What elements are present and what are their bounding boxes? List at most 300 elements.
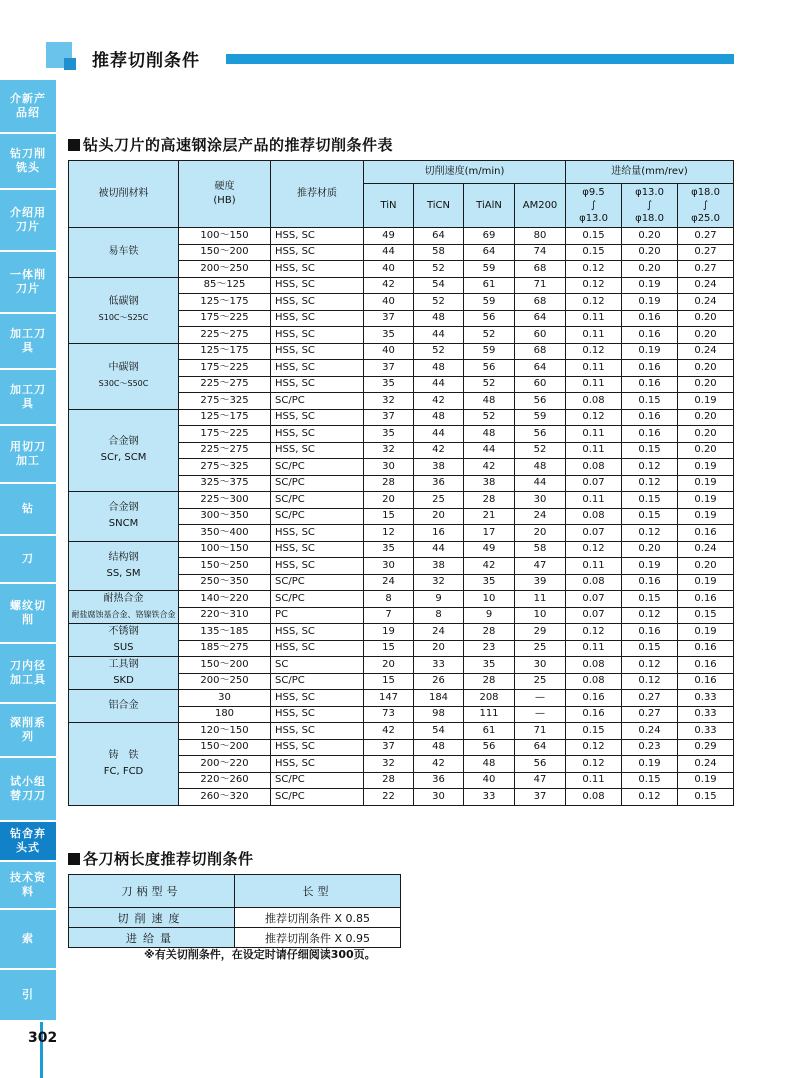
feed-cell: 0.07 [566, 607, 622, 624]
header-speed-col: TiAlN [464, 184, 515, 228]
speed-cell: 17 [464, 525, 515, 542]
speed-cell: 35 [364, 327, 414, 344]
speed-cell: 35 [464, 574, 515, 591]
hardness-cell: 150～200 [179, 657, 271, 674]
hardness-cell: 225～275 [179, 376, 271, 393]
footnote: ※有关切削条件，在设定时请仔细阅读300页。 [144, 948, 376, 961]
grade-cell: SC/PC [271, 508, 364, 525]
speed-cell: 37 [515, 789, 566, 806]
speed-cell: 26 [414, 673, 464, 690]
speed-cell: 33 [464, 789, 515, 806]
cutting-conditions-table [68, 160, 734, 806]
feed-cell: 0.20 [678, 376, 734, 393]
speed-cell: 52 [414, 261, 464, 278]
feed-cell: 0.20 [622, 261, 678, 278]
speed-cell: 28 [364, 475, 414, 492]
speed-cell: 42 [414, 442, 464, 459]
speed-cell: 42 [414, 393, 464, 410]
header-speed-col: TiN [364, 184, 414, 228]
grade-cell: HSS, SC [271, 723, 364, 740]
feed-cell: 0.24 [678, 756, 734, 773]
speed-cell: 52 [464, 409, 515, 426]
speed-cell: 23 [464, 640, 515, 657]
hardness-cell: 175～225 [179, 310, 271, 327]
sidebar-item[interactable]: 介新产品绍 [0, 80, 56, 134]
grade-cell: HSS, SC [271, 640, 364, 657]
feed-cell: 0.16 [678, 640, 734, 657]
hardness-cell: 225～275 [179, 327, 271, 344]
sidebar-item[interactable]: 技术资料 [0, 862, 56, 910]
speed-cell: 64 [515, 310, 566, 327]
speed-cell: 44 [414, 327, 464, 344]
feed-cell: 0.20 [622, 244, 678, 261]
speed-cell: 29 [515, 624, 566, 641]
feed-cell: 0.08 [566, 789, 622, 806]
feed-cell: 0.08 [566, 508, 622, 525]
feed-cell: 0.27 [678, 244, 734, 261]
speed-cell: 56 [515, 756, 566, 773]
feed-cell: 0.11 [566, 640, 622, 657]
hardness-cell: 300～350 [179, 508, 271, 525]
feed-cell: 0.12 [566, 756, 622, 773]
feed-col-bottom: φ25.0 [691, 213, 720, 224]
sidebar-item[interactable]: 引 [0, 970, 56, 1022]
feed-cell: 0.12 [566, 409, 622, 426]
grade-cell: HSS, SC [271, 261, 364, 278]
speed-cell: 40 [364, 261, 414, 278]
feed-cell: 0.08 [566, 574, 622, 591]
feed-cell: 0.23 [622, 739, 678, 756]
speed-cell: 56 [464, 739, 515, 756]
section-title-drill-insert: 钻头刀片的高速钢涂层产品的推荐切削条件表 [68, 134, 393, 155]
hardness-cell: 150～250 [179, 558, 271, 575]
speed-cell: 32 [364, 442, 414, 459]
hardness-cell: 325～375 [179, 475, 271, 492]
feed-cell: 0.16 [566, 706, 622, 723]
speed-cell: 44 [414, 541, 464, 558]
material-name: 耐热合金 [103, 593, 144, 604]
speed-cell: 42 [464, 459, 515, 476]
grade-cell: HSS, SC [271, 541, 364, 558]
feed-cell: 0.20 [678, 442, 734, 459]
feed-cell: 0.16 [678, 525, 734, 542]
feed-cell: 0.08 [566, 393, 622, 410]
feed-cell: 0.11 [566, 376, 622, 393]
speed-cell: 38 [414, 459, 464, 476]
material-name: 低碳钢 [108, 296, 139, 307]
speed-cell: 208 [464, 690, 515, 707]
speed-cell: 48 [414, 360, 464, 377]
speed-cell: 38 [464, 475, 515, 492]
hardness-cell: 30 [179, 690, 271, 707]
speed-cell: 48 [515, 459, 566, 476]
speed-cell: 44 [464, 442, 515, 459]
speed-cell: 40 [364, 343, 414, 360]
header-speed-col: TiCN [414, 184, 464, 228]
hardness-cell: 100～150 [179, 228, 271, 245]
feed-cell: 0.12 [566, 343, 622, 360]
header-hardness: 硬度 (HB) [179, 161, 271, 228]
hardness-cell: 275～325 [179, 459, 271, 476]
speed-cell: 52 [515, 442, 566, 459]
feed-cell: 0.33 [678, 723, 734, 740]
feed-cell: 0.24 [678, 541, 734, 558]
feed-cell: 0.12 [622, 475, 678, 492]
speed-cell: 44 [414, 426, 464, 443]
speed-cell: 16 [414, 525, 464, 542]
feed-col-top: φ18.0 [691, 187, 720, 198]
grade-cell: HSS, SC [271, 228, 364, 245]
header-feed-col [678, 184, 734, 228]
grade-cell: HSS, SC [271, 277, 364, 294]
material-subtype: SKD [113, 675, 134, 686]
sidebar-item[interactable]: 加工刀具 [0, 370, 56, 426]
speed-cell: 37 [364, 739, 414, 756]
feed-cell: 0.16 [566, 690, 622, 707]
feed-cell: 0.16 [622, 574, 678, 591]
sidebar-item[interactable]: 钻刀削铣头 [0, 134, 56, 190]
speed-cell: 32 [364, 393, 414, 410]
speed-cell: 52 [414, 343, 464, 360]
speed-cell: 48 [464, 426, 515, 443]
hardness-cell: 125～175 [179, 294, 271, 311]
speed-cell: 30 [515, 657, 566, 674]
grade-cell: SC/PC [271, 459, 364, 476]
speed-cell: 8 [414, 607, 464, 624]
grade-cell: HSS, SC [271, 360, 364, 377]
speed-cell: 9 [414, 591, 464, 608]
sidebar-item[interactable]: 介绍用刀片 [0, 190, 56, 252]
grade-cell: HSS, SC [271, 690, 364, 707]
speed-cell: 33 [414, 657, 464, 674]
table-row [69, 228, 734, 245]
feed-cell: 0.15 [622, 393, 678, 410]
speed-cell: 80 [515, 228, 566, 245]
hardness-cell: 125～175 [179, 409, 271, 426]
speed-cell: 111 [464, 706, 515, 723]
speed-cell: 25 [515, 640, 566, 657]
sidebar-item[interactable]: 一体削刀片 [0, 252, 56, 314]
speed-cell: 25 [515, 673, 566, 690]
feed-cell: 0.16 [678, 657, 734, 674]
feed-cell: 0.16 [622, 327, 678, 344]
feed-col-mid: ∫ [646, 200, 653, 211]
feed-cell: 0.15 [622, 591, 678, 608]
speed-cell: 184 [414, 690, 464, 707]
speed-cell: 24 [515, 508, 566, 525]
feed-cell: 0.16 [622, 624, 678, 641]
hardness-cell: 275～325 [179, 393, 271, 410]
sidebar-item[interactable]: 索 [0, 910, 56, 970]
feed-cell: 0.16 [622, 376, 678, 393]
feed-cell: 0.16 [622, 426, 678, 443]
speed-cell: 37 [364, 360, 414, 377]
feed-cell: 0.16 [622, 409, 678, 426]
feed-cell: 0.19 [622, 277, 678, 294]
feed-col-bottom: φ18.0 [635, 213, 664, 224]
grade-cell: HSS, SC [271, 409, 364, 426]
speed-cell: 28 [464, 492, 515, 509]
feed-cell: 0.19 [678, 393, 734, 410]
feed-cell: 0.24 [622, 723, 678, 740]
page-title: 推荐切削条件 [92, 51, 200, 71]
hardness-cell: 150～200 [179, 739, 271, 756]
feed-cell: 0.12 [566, 739, 622, 756]
speed-cell: 64 [464, 244, 515, 261]
hardness-cell: 260～320 [179, 789, 271, 806]
feed-cell: 0.24 [678, 277, 734, 294]
hardness-cell: 200～220 [179, 756, 271, 773]
grade-cell: HSS, SC [271, 442, 364, 459]
speed-cell: 35 [364, 376, 414, 393]
speed-cell: 56 [464, 360, 515, 377]
hardness-cell: 140～220 [179, 591, 271, 608]
speed-cell: 9 [464, 607, 515, 624]
feed-cell: 0.19 [678, 508, 734, 525]
speed-cell: 37 [364, 310, 414, 327]
title-bar [226, 54, 734, 64]
feed-cell: 0.16 [678, 673, 734, 690]
grade-cell: HSS, SC [271, 343, 364, 360]
header-feed: 进给量(mm/rev) [566, 161, 734, 184]
feed-cell: 0.19 [678, 574, 734, 591]
sidebar-item[interactable]: 试小组替刀刀 [0, 758, 56, 822]
speed-cell: 54 [414, 277, 464, 294]
material-subtype: 耐盐腐蚀基合金、铬镍铁合金 [71, 610, 176, 619]
hardness-cell: 150～200 [179, 244, 271, 261]
section-square-icon [68, 853, 80, 865]
speed-cell: 48 [414, 739, 464, 756]
feed-cell: 0.33 [678, 690, 734, 707]
section-square-icon [68, 139, 80, 151]
header-speed-col: AM200 [515, 184, 566, 228]
material-cell [69, 723, 179, 806]
grade-cell: HSS, SC [271, 294, 364, 311]
speed-cell: 56 [464, 310, 515, 327]
feed-cell: 0.19 [678, 459, 734, 476]
speed-cell: 20 [414, 508, 464, 525]
material-cell [69, 541, 179, 591]
header-long-type: 长型 [235, 875, 401, 908]
speed-cell: 69 [464, 228, 515, 245]
row-label-feed: 进给量 [69, 928, 235, 948]
table-row [69, 492, 734, 509]
speed-cell: 59 [464, 261, 515, 278]
table-row [69, 591, 734, 608]
feed-cell: 0.19 [622, 343, 678, 360]
material-cell [69, 657, 179, 690]
feed-cell: 0.16 [622, 360, 678, 377]
speed-cell: 74 [515, 244, 566, 261]
speed-cell: 40 [464, 772, 515, 789]
feed-cell: 0.11 [566, 772, 622, 789]
header-feed-col [566, 184, 622, 228]
grade-cell: HSS, SC [271, 426, 364, 443]
feed-cell: 0.15 [566, 244, 622, 261]
feed-cell: 0.11 [566, 442, 622, 459]
hardness-cell: 225～300 [179, 492, 271, 509]
material-name: 不锈钢 [108, 626, 139, 637]
speed-cell: 48 [414, 409, 464, 426]
feed-cell: 0.12 [566, 261, 622, 278]
speed-cell: 30 [364, 459, 414, 476]
speed-cell: 64 [414, 228, 464, 245]
hardness-cell: 135～185 [179, 624, 271, 641]
material-subtype: S10C～S25C [98, 313, 149, 322]
feed-col-top: φ13.0 [635, 187, 664, 198]
grade-cell: HSS, SC [271, 558, 364, 575]
grade-cell: HSS, SC [271, 327, 364, 344]
speed-cell: 59 [515, 409, 566, 426]
header-grade: 推荐材质 [271, 161, 364, 228]
grade-cell: SC/PC [271, 591, 364, 608]
speed-cell: 35 [364, 541, 414, 558]
sidebar-item[interactable]: 刀 [0, 536, 56, 584]
feed-cell: 0.15 [678, 607, 734, 624]
material-name: 结构钢 [108, 551, 139, 563]
speed-cell: 39 [515, 574, 566, 591]
speed-cell: 52 [414, 294, 464, 311]
feed-cell: 0.08 [566, 657, 622, 674]
sidebar-item[interactable]: 深削系列 [0, 704, 56, 758]
sidebar-item[interactable]: 螺纹切削 [0, 584, 56, 644]
feed-cell: 0.19 [678, 492, 734, 509]
speed-cell: 35 [364, 426, 414, 443]
speed-cell: 12 [364, 525, 414, 542]
feed-cell: 0.19 [678, 624, 734, 641]
feed-cell: 0.33 [678, 706, 734, 723]
speed-cell: 147 [364, 690, 414, 707]
feed-cell: 0.27 [678, 261, 734, 278]
material-name: 易车铁 [108, 246, 139, 258]
feed-cell: 0.11 [566, 558, 622, 575]
speed-cell: 48 [464, 756, 515, 773]
speed-cell: — [515, 706, 566, 723]
speed-cell: 68 [515, 343, 566, 360]
material-subtype: FC, FCD [103, 765, 144, 777]
sidebar-item[interactable]: 加工刀具 [0, 314, 56, 370]
speed-cell: 64 [515, 739, 566, 756]
feed-cell: 0.11 [566, 492, 622, 509]
table-row [69, 541, 734, 558]
material-cell [69, 343, 179, 409]
hardness-cell: 125～175 [179, 343, 271, 360]
speed-cell: 49 [464, 541, 515, 558]
hardness-cell: 185～275 [179, 640, 271, 657]
feed-cell: 0.15 [622, 640, 678, 657]
feed-cell: 0.20 [678, 409, 734, 426]
material-name: 铸 铁 [108, 749, 139, 761]
grade-cell: PC [271, 607, 364, 624]
table-row [69, 343, 734, 360]
speed-cell: 20 [414, 640, 464, 657]
feed-cell: 0.15 [622, 772, 678, 789]
speed-cell: 25 [414, 492, 464, 509]
speed-cell: 36 [414, 772, 464, 789]
hardness-cell: 180 [179, 706, 271, 723]
speed-cell: 47 [515, 558, 566, 575]
speed-cell: 56 [515, 426, 566, 443]
speed-cell: 54 [414, 723, 464, 740]
feed-cell: 0.11 [566, 327, 622, 344]
speed-cell: 32 [364, 756, 414, 773]
speed-cell: 71 [515, 277, 566, 294]
material-subtype: S30C～S50C [98, 379, 149, 388]
row-value-feed: 推荐切削条件 X 0.95 [235, 928, 401, 948]
feed-cell: 0.12 [622, 525, 678, 542]
feed-cell: 0.19 [622, 558, 678, 575]
sidebar-item[interactable]: 刀内径加工具 [0, 644, 56, 704]
grade-cell: SC [271, 657, 364, 674]
section-title-shank-length: 各刀柄长度推荐切削条件 [68, 848, 254, 869]
speed-cell: 64 [515, 360, 566, 377]
speed-cell: 61 [464, 277, 515, 294]
grade-cell: HSS, SC [271, 706, 364, 723]
hardness-cell: 200～250 [179, 261, 271, 278]
feed-cell: 0.20 [622, 541, 678, 558]
grade-cell: HSS, SC [271, 739, 364, 756]
speed-cell: 98 [414, 706, 464, 723]
header-feed-col [622, 184, 678, 228]
grade-cell: HSS, SC [271, 376, 364, 393]
speed-cell: 68 [515, 261, 566, 278]
speed-cell: 52 [464, 376, 515, 393]
grade-cell: HSS, SC [271, 525, 364, 542]
feed-cell: 0.19 [622, 756, 678, 773]
feed-cell: 0.16 [678, 591, 734, 608]
speed-cell: 61 [464, 723, 515, 740]
speed-cell: 35 [464, 657, 515, 674]
speed-cell: 42 [464, 558, 515, 575]
sidebar-item[interactable]: 钻 [0, 484, 56, 536]
material-cell [69, 228, 179, 278]
speed-cell: 40 [364, 294, 414, 311]
speed-cell: 49 [364, 228, 414, 245]
speed-cell: 10 [515, 607, 566, 624]
feed-cell: 0.08 [566, 459, 622, 476]
feed-cell: 0.27 [678, 228, 734, 245]
feed-cell: 0.12 [622, 789, 678, 806]
speed-cell: 42 [364, 723, 414, 740]
table-row [69, 624, 734, 641]
feed-cell: 0.19 [678, 475, 734, 492]
hardness-cell: 175～225 [179, 426, 271, 443]
sidebar-item[interactable]: 钻舍弃头式 [0, 822, 56, 862]
speed-cell: 36 [414, 475, 464, 492]
speed-cell: 20 [515, 525, 566, 542]
feed-cell: 0.07 [566, 525, 622, 542]
feed-cell: 0.12 [566, 277, 622, 294]
hardness-cell: 350～400 [179, 525, 271, 542]
speed-cell: 15 [364, 508, 414, 525]
hardness-cell: 85～125 [179, 277, 271, 294]
hardness-cell: 175～225 [179, 360, 271, 377]
speed-cell: 15 [364, 673, 414, 690]
speed-cell: 19 [364, 624, 414, 641]
grade-cell: HSS, SC [271, 244, 364, 261]
speed-cell: 44 [515, 475, 566, 492]
feed-cell: 0.20 [678, 327, 734, 344]
header-material: 被切削材料 [69, 161, 179, 228]
sidebar-item[interactable]: 用切刀加工 [0, 426, 56, 484]
feed-cell: 0.27 [622, 690, 678, 707]
speed-cell: 20 [364, 492, 414, 509]
hardness-cell: 220～260 [179, 772, 271, 789]
feed-cell: 0.20 [678, 360, 734, 377]
feed-cell: 0.24 [678, 343, 734, 360]
speed-cell: 38 [414, 558, 464, 575]
speed-cell: 15 [364, 640, 414, 657]
